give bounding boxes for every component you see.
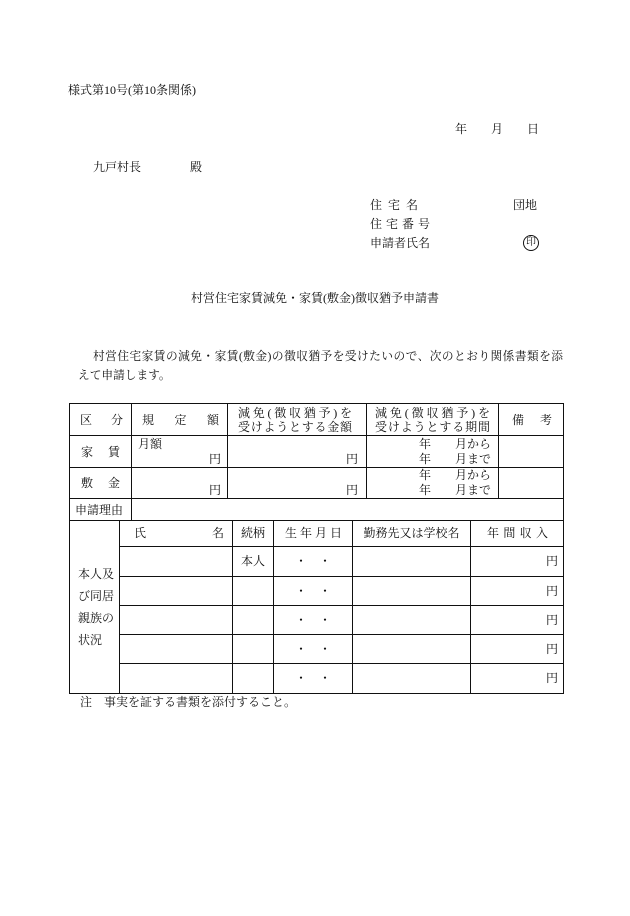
household-name-cell <box>120 546 233 576</box>
rent-prescribed-amount-cell <box>132 436 228 468</box>
header-workplace-cell <box>353 521 471 546</box>
deposit-label: 敷金 <box>81 476 120 490</box>
rent-period-from: 年 月から <box>418 436 491 451</box>
row-deposit <box>70 468 564 499</box>
household-relationship-cell <box>233 576 274 605</box>
header-requested-amount-line-1: 減免(徴収猶予)を <box>238 405 352 420</box>
household-birth-date-separators: ・ ・ <box>294 554 331 568</box>
header-relationship-cell <box>233 521 274 546</box>
household-birth-date-cell <box>274 605 353 634</box>
deposit-requested-amount-cell <box>228 468 367 499</box>
header-requested-period-cell <box>367 404 499 436</box>
addressee-honorific: 殿 <box>190 160 203 174</box>
form-number: 様式第10号(第10条関係) <box>68 83 196 97</box>
row-reason <box>70 499 564 521</box>
deposit-prescribed-amount-cell <box>132 468 228 499</box>
reason-label-cell <box>70 499 132 521</box>
header-name-cell <box>120 521 233 546</box>
rent-period-cell <box>367 436 499 468</box>
household-birth-date-cell <box>274 576 353 605</box>
household-birth-date-separators: ・ ・ <box>294 612 331 627</box>
deposit-requested-yen: 円 <box>345 483 358 497</box>
rent-period-to: 年 月まで <box>418 451 491 466</box>
household-row <box>70 663 564 693</box>
addressee-name: 九戸村長 <box>93 160 142 174</box>
household-birth-date-separators: ・ ・ <box>294 583 331 598</box>
application-table <box>69 403 564 521</box>
applicant-name-label: 申請者氏名 <box>370 236 431 250</box>
header-name: 氏名 <box>134 526 224 541</box>
household-relationship-cell <box>233 663 274 693</box>
reason-label: 申請理由 <box>75 502 124 517</box>
household-birth-date-cell <box>274 546 353 576</box>
deposit-prescribed-yen: 円 <box>208 483 221 497</box>
household-section-label <box>70 521 120 693</box>
household-name-cell <box>120 634 233 663</box>
header-prescribed-amount-cell <box>132 404 228 436</box>
household-name-cell <box>120 605 233 634</box>
header-birth-date: 生年月日 <box>285 526 342 541</box>
housing-name-label: 住宅名 <box>370 198 418 212</box>
rent-monthly-label: 月額 <box>138 436 163 451</box>
intro-line-1: 村営住宅家賃の減免・家賃(敷金)の徴収猶予を受けたいので、次のとおり関係書類を添 <box>93 350 563 363</box>
deposit-remarks-cell <box>499 468 564 499</box>
household-header-row <box>70 521 564 546</box>
household-income-cell <box>471 605 564 634</box>
deposit-period-to: 年 月まで <box>418 483 491 497</box>
household-income-cell <box>471 663 564 693</box>
date-month-label: 月 <box>491 122 504 136</box>
date-year-label: 年 <box>455 122 468 136</box>
household-row <box>70 546 564 576</box>
header-relationship: 続柄 <box>240 526 265 541</box>
header-remarks: 備考 <box>512 412 552 427</box>
form-title: 村営住宅家賃減免・家賃(敷金)徴収猶予申請書 <box>191 291 439 305</box>
date-day-label: 日 <box>527 122 540 136</box>
reason-field <box>132 499 564 521</box>
household-birth-date-cell <box>274 634 353 663</box>
household-income-cell <box>471 634 564 663</box>
header-annual-income: 年間収入 <box>487 526 548 541</box>
header-prescribed-amount: 規定額 <box>142 412 219 427</box>
header-remarks-cell <box>499 404 564 436</box>
household-income-unit: 円 <box>545 641 558 656</box>
housing-name-suffix: 団地 <box>513 198 538 212</box>
header-annual-income-cell <box>471 521 564 546</box>
deposit-period-from: 年 月から <box>418 468 491 482</box>
rent-label: 家賃 <box>81 444 120 459</box>
intro-line-2: えて申請します。 <box>78 369 171 382</box>
household-section-label-line: 親族の <box>78 610 115 625</box>
rent-prescribed-yen: 円 <box>208 451 221 466</box>
application-header-row <box>70 404 564 436</box>
header-category: 区分 <box>80 412 123 427</box>
household-section-label-line: び同居 <box>78 588 115 603</box>
rent-requested-yen: 円 <box>345 451 358 466</box>
seal-mark: 印 <box>523 235 539 251</box>
household-workplace-cell <box>353 576 471 605</box>
tables-wrapper <box>69 403 563 694</box>
header-workplace-or-school: 勤務先又は学校名 <box>363 526 460 541</box>
rent-remarks-cell <box>499 436 564 468</box>
household-relationship-cell <box>233 546 274 576</box>
household-income-cell <box>471 576 564 605</box>
row-rent <box>70 436 564 468</box>
household-income-unit: 円 <box>545 583 558 598</box>
header-requested-period-line-1: 減免(徴収猶予)を <box>375 405 490 420</box>
deposit-period-cell <box>367 468 499 499</box>
household-row <box>70 576 564 605</box>
header-requested-period-line-2: 受けようとする期間 <box>375 419 490 434</box>
household-row <box>70 634 564 663</box>
household-birth-date-separators: ・ ・ <box>294 641 331 656</box>
household-income-unit: 円 <box>545 554 558 568</box>
rent-label-cell <box>70 436 132 468</box>
deposit-label-cell <box>70 468 132 499</box>
household-workplace-cell <box>353 605 471 634</box>
household-row <box>70 605 564 634</box>
household-section-label-line: 本人及 <box>78 566 115 581</box>
household-birth-date-separators: ・ ・ <box>294 671 331 685</box>
household-name-cell <box>120 576 233 605</box>
header-requested-amount-line-2: 受けようとする金額 <box>238 419 352 434</box>
household-workplace-cell <box>353 663 471 693</box>
household-relationship-cell <box>233 605 274 634</box>
household-relationship-cell <box>233 634 274 663</box>
household-income-unit: 円 <box>545 671 558 685</box>
household-birth-date-cell <box>274 663 353 693</box>
household-workplace-cell <box>353 546 471 576</box>
household-income-unit: 円 <box>545 612 558 627</box>
footnote: 注 事実を証する書類を添付すること。 <box>80 695 297 709</box>
household-table <box>69 521 564 694</box>
rent-requested-amount-cell <box>228 436 367 468</box>
household-workplace-cell <box>353 634 471 663</box>
housing-number-label: 住宅番号 <box>370 217 430 231</box>
household-section-label-line: 状況 <box>78 632 103 647</box>
household-name-cell <box>120 663 233 693</box>
header-category-cell <box>70 404 132 436</box>
household-income-cell <box>471 546 564 576</box>
header-birth-date-cell <box>274 521 353 546</box>
household-relationship: 本人 <box>240 554 265 568</box>
header-requested-amount-cell <box>228 404 367 436</box>
